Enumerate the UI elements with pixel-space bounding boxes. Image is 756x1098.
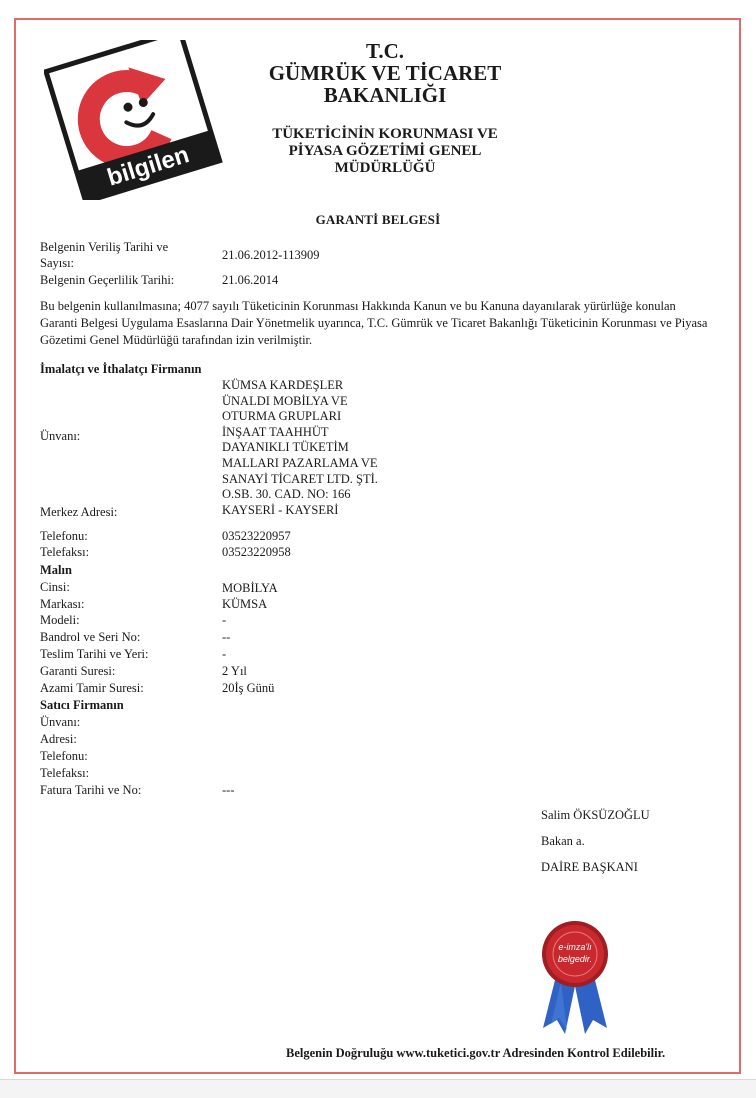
goods-repair-label: Azami Tamir Suresi: — [40, 681, 144, 695]
header-dept-line2: PİYASA GÖZETİMİ GENEL — [288, 143, 482, 159]
manufacturer-fax-value: 03523220958 — [222, 545, 291, 559]
manufacturer-title-line: DAYANIKLI TÜKETİM — [222, 440, 349, 455]
seal-text-line2: belgedir. — [557, 954, 593, 964]
manufacturer-phone-value: 03523220957 — [222, 529, 291, 543]
goods-type-label: Cinsi: — [40, 580, 70, 594]
manufacturer-title-line: İNŞAAT TAAHHÜT — [222, 424, 329, 439]
seller-phone-label: Telefonu: — [40, 749, 88, 763]
manufacturer-title-label: Ünvanı: — [40, 429, 81, 443]
manufacturer-title-line: MALLARI PAZARLAMA VE — [222, 455, 378, 470]
goods-serial-label: Bandrol ve Seri No: — [40, 630, 141, 644]
validity-value: 21.06.2014 — [222, 273, 279, 287]
goods-brand-label: Markası: — [40, 597, 85, 611]
header-dept — [235, 126, 535, 177]
signatory-role: DAİRE BAŞKANI — [541, 860, 638, 874]
seller-address-label: Adresi: — [40, 732, 77, 746]
manufacturer-title-block — [222, 378, 378, 518]
authorization-paragraph: Bu belgenin kullanılmasına; 4077 sayılı Tüketicinin Korunması Hakkında Kanun ve bu Kanuna dayanılarak yürürlüğe konulan Garanti Belgesi Uygulama Esaslarına Dair Yönetmelik uyarınca, T.C. Gümrük ve Ticaret Bakanlığı Tüketicinin Korunması ve Piyasa Gözetimi Genel Müdürlüğü tarafından izin verilmiştir. — [40, 299, 708, 347]
seller-invoice-label: Fatura Tarihi ve No: — [40, 783, 142, 797]
manufacturer-title-line: OTURMA GRUPLARI — [222, 409, 342, 424]
document-header — [235, 40, 535, 177]
goods-heading: Malın — [40, 563, 72, 577]
goods-warranty-value: 2 Yıl — [222, 664, 247, 678]
manufacturer-fax-label: Telefaksı: — [40, 545, 90, 559]
issue-date-label-line2: Sayısı: — [40, 256, 75, 270]
header-ministry-line2: BAKANLIĞI — [323, 83, 447, 107]
seller-invoice-value: --- — [222, 783, 235, 797]
manufacturer-title-line: O.SB. 30. CAD. NO: 166 — [222, 487, 351, 502]
verification-footer: Belgenin Doğruluğu www.tuketici.gov.tr Adresinden Kontrol Edilebilir. — [286, 1046, 666, 1060]
goods-delivery-value: - — [222, 647, 227, 661]
document-title: GARANTİ BELGESİ — [315, 212, 441, 227]
header-dept-line1: TÜKETİCİNİN KORUNMASI VE — [272, 126, 498, 142]
signatory-name: Salim ÖKSÜZOĞLU — [541, 808, 650, 822]
issue-date-label-line1: Belgenin Veriliş Tarihi ve — [40, 240, 169, 254]
seller-fax-label: Telefaksı: — [40, 766, 90, 780]
manufacturer-phone-label: Telefonu: — [40, 529, 88, 543]
goods-model-label: Modeli: — [40, 613, 80, 627]
seal-text-line1: e-imza'lı — [558, 942, 592, 952]
logo-text: bilgilen — [104, 141, 193, 192]
manufacturer-title-line: SANAYİ TİCARET LTD. ŞTİ. — [222, 471, 378, 486]
goods-model-value: - — [222, 613, 227, 627]
goods-serial-value: -- — [222, 630, 231, 644]
manufacturer-title-line: KAYSERİ - KAYSERİ — [222, 502, 339, 517]
validity-label: Belgenin Geçerlilik Tarihi: — [40, 273, 175, 287]
manufacturer-title-line: ÜNALDI MOBİLYA VE — [222, 393, 348, 408]
signatory-on-behalf: Bakan a. — [541, 834, 585, 848]
header-dept-line3: MÜDÜRLÜĞÜ — [334, 160, 436, 176]
scan-bottom-edge — [0, 1079, 756, 1098]
goods-brand-value: KÜMSA — [222, 597, 268, 611]
goods-delivery-label: Teslim Tarihi ve Yeri: — [40, 647, 149, 661]
manufacturer-title-line: KÜMSA KARDEŞLER — [222, 378, 344, 392]
header-ministry-line1: GÜMRÜK VE TİCARET — [268, 61, 502, 85]
goods-warranty-label: Garanti Suresi: — [40, 664, 116, 678]
goods-repair-value: 20İş Günü — [222, 681, 275, 695]
bilgilen-logo — [44, 40, 224, 200]
goods-type-value: MOBİLYA — [222, 581, 278, 595]
seller-title-label: Ünvanı: — [40, 715, 81, 729]
e-signature-seal — [537, 920, 613, 1035]
manufacturer-address-label: Merkez Adresi: — [40, 505, 118, 519]
header-tc: T.C. — [365, 39, 405, 63]
seller-heading: Satıcı Firmanın — [40, 698, 124, 712]
manufacturer-heading: İmalatçı ve İthalatçı Firmanın — [40, 362, 202, 376]
issue-date-value: 21.06.2012-113909 — [222, 248, 320, 262]
